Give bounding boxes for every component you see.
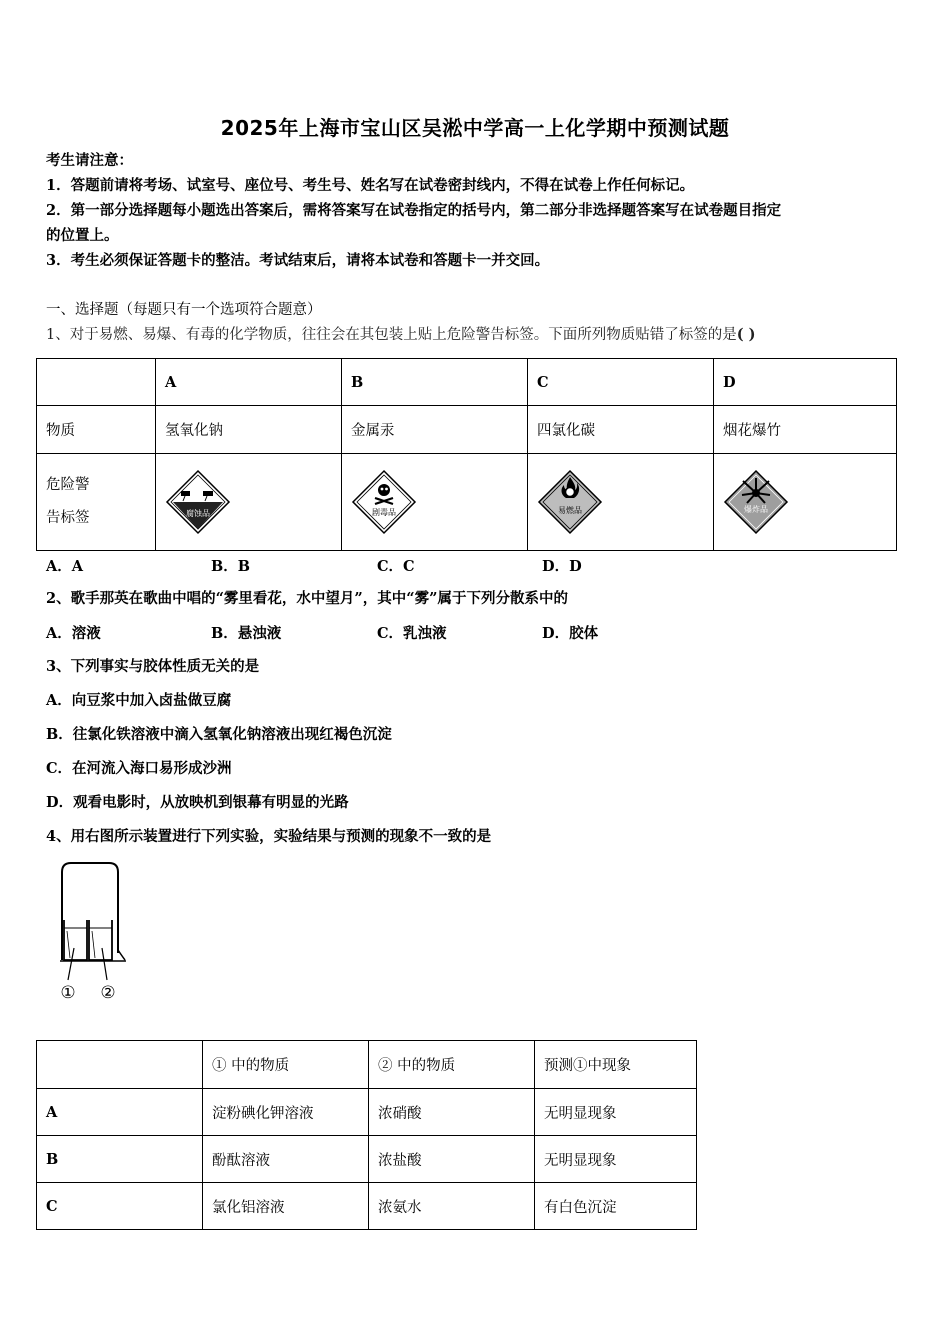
q2-option-a[interactable]: A．溶液 (46, 625, 101, 642)
flammable-label-icon (537, 469, 603, 535)
explosive-label-text: 爆炸品 (744, 505, 768, 514)
notice-item-1: 1．答题前请将考场、试室号、座位号、考生号、姓名写在试卷密封线内，不得在试卷上作任何标记。 (46, 177, 695, 194)
q4-stem: 4、用右图所示装置进行下列实验，实验结果与预测的现象不一致的是 (46, 828, 492, 845)
table-row (37, 1089, 697, 1136)
q1-table-corner (37, 359, 156, 406)
q3-option-d[interactable]: D．观看电影时，从放映机到银幕有明显的光路 (46, 794, 349, 811)
q3-option-a[interactable]: A．向豆浆中加入卤盐做豆腐 (46, 692, 232, 709)
q3-option-b[interactable]: B．往氯化铁溶液中滴入氢氧化钠溶液出现红褐色沉淀 (46, 726, 392, 743)
corrosive-label-icon (165, 469, 231, 535)
q1-option-c[interactable]: C．C (377, 558, 415, 575)
q4-row-b-sub1: 酚酞溶液 (203, 1136, 369, 1183)
notice-item-2-cont: 的位置上。 (46, 227, 119, 244)
q1-substance-b: 金属汞 (342, 406, 528, 454)
notice-heading: 考生请注意： (46, 152, 133, 169)
q4-row-a-sub1: 淀粉碘化钾溶液 (203, 1089, 369, 1136)
explosive-label-icon (723, 469, 789, 535)
q1-row-substance-label: 物质 (37, 406, 156, 454)
q4-row-c-sub2: 浓氨水 (369, 1183, 535, 1230)
toxic-label-icon (351, 469, 417, 535)
apparatus-label-1: ① (60, 983, 76, 1003)
q2-option-b[interactable]: B．悬浊液 (211, 625, 282, 642)
q1-row-label-line1: 危险警 (46, 477, 90, 493)
q1-option-a[interactable]: A．A (46, 558, 84, 575)
q2-option-d[interactable]: D．胶体 (542, 625, 599, 642)
q1-label-cell-b (342, 454, 528, 551)
notice-item-3: 3．考生必须保证答题卡的整洁。考试结束后，请将本试卷和答题卡一并交回。 (46, 252, 550, 269)
page-title: 2025年上海市宝山区吴淞中学高一上化学期中预测试题 (220, 116, 730, 140)
q1-row-label-line2: 告标签 (46, 510, 90, 526)
q2-stem: 2、歌手那英在歌曲中唱的“雾里看花，水中望月”，其中“雾”属于下列分散系中的 (46, 590, 568, 607)
q3-option-c[interactable]: C．在河流入海口易形成沙洲 (46, 760, 232, 777)
q2-option-c[interactable]: C．乳浊液 (377, 625, 447, 642)
q1-option-b[interactable]: B．B (211, 558, 251, 575)
table-row (37, 1183, 697, 1230)
q1-options (46, 555, 582, 576)
q1-substance-a: 氢氧化钠 (156, 406, 342, 454)
section-heading: 一、选择题（每题只有一个选项符合题意） (46, 302, 322, 318)
q1-label-cell-a (156, 454, 342, 551)
q1-table (36, 358, 897, 551)
q4-header-corner (37, 1041, 203, 1089)
q4-row-c-sub1: 氯化铝溶液 (203, 1183, 369, 1230)
q1-col-a: A (156, 359, 342, 406)
q1-col-d: D (714, 359, 897, 406)
table-row (37, 1136, 697, 1183)
q4-row-b-label: B (37, 1136, 203, 1183)
q1-option-d[interactable]: D．D (542, 558, 582, 575)
q1-row-label-label (37, 454, 156, 551)
q1-substance-d: 烟花爆竹 (714, 406, 897, 454)
q1-bracket: ( ) (736, 326, 756, 343)
q1-substance-c: 四氯化碳 (528, 406, 714, 454)
q4-row-c-label: C (37, 1183, 203, 1230)
q4-row-c-prediction: 有白色沉淀 (535, 1183, 697, 1230)
q4-header-prediction: 预测①中现象 (535, 1041, 697, 1089)
q1-stem-text: 1、对于易燃、易爆、有毒的化学物质，往往会在其包装上贴上危险警告标签。下面所列物质贴错了标签的是 (46, 327, 737, 343)
q2-options (46, 622, 598, 643)
q4-row-b-prediction: 无明显现象 (535, 1136, 697, 1183)
q4-row-a-label: A (37, 1089, 203, 1136)
toxic-label-text: 剧毒品 (372, 508, 396, 517)
q1-label-cell-c (528, 454, 714, 551)
q4-row-a-prediction: 无明显现象 (535, 1089, 697, 1136)
q4-row-b-sub2: 浓盐酸 (369, 1136, 535, 1183)
apparatus-figure (50, 858, 130, 1008)
q1-label-cell-d (714, 454, 897, 551)
q4-table (36, 1040, 697, 1230)
corrosive-label-text: 腐蚀品 (186, 509, 210, 518)
q1-stem (46, 324, 756, 346)
q1-col-b: B (342, 359, 528, 406)
q4-row-a-sub2: 浓硝酸 (369, 1089, 535, 1136)
q4-header-sub2: ② 中的物质 (369, 1041, 535, 1089)
flammable-label-text: 易燃品 (558, 506, 582, 515)
q4-header-sub1: ① 中的物质 (203, 1041, 369, 1089)
q1-col-c: C (528, 359, 714, 406)
apparatus-label-2: ② (100, 983, 116, 1003)
notice-item-2: 2．第一部分选择题每小题选出答案后，需将答案写在试卷指定的括号内，第二部分非选择题答案写在试卷题目指定 (46, 202, 782, 219)
q3-stem: 3、下列事实与胶体性质无关的是 (46, 658, 260, 675)
